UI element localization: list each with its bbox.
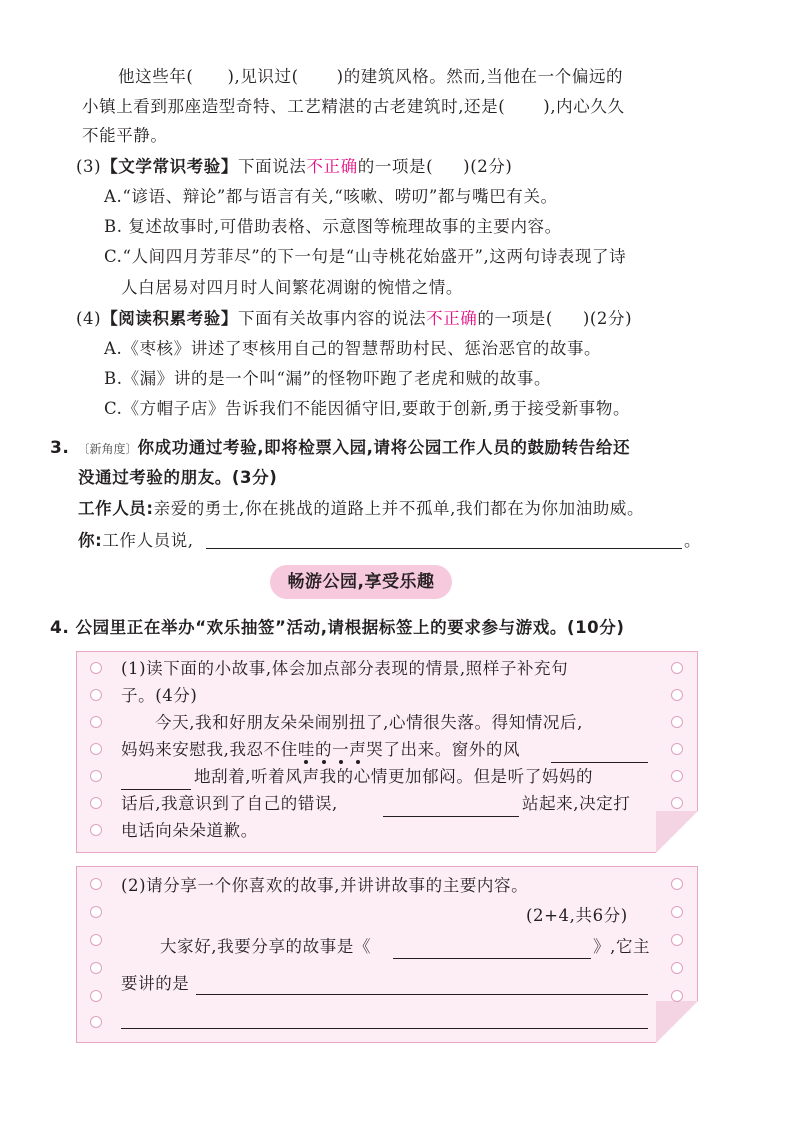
item3-option-c-line2: 人白居易对四月时人间繁花凋谢的惋惜之情。: [121, 278, 463, 297]
summary-blank-2[interactable]: [121, 1028, 648, 1029]
q2-line-3: 不能平静。: [82, 126, 168, 145]
card1-blank-2[interactable]: [383, 816, 519, 817]
card1-line7: 电话向朵朵道歉。: [121, 821, 258, 840]
hole-ring: [671, 770, 683, 782]
hole-ring: [671, 962, 683, 974]
q3-period: 。: [684, 531, 702, 550]
q3-stem-line2: 没通过考验的朋友。(3分): [78, 468, 278, 487]
card2-line3a: 大家好,我要分享的故事是《: [160, 937, 372, 956]
card2-line4: 要讲的是: [121, 974, 190, 993]
hole-ring: [90, 878, 102, 890]
card2-line3b: 》,它主: [593, 937, 651, 956]
hole-ring: [90, 962, 102, 974]
card1-line1: (1)读下面的小故事,体会加点部分表现的情景,照样子补充句: [121, 659, 569, 678]
card2-score: (2+4,共6分): [526, 906, 628, 925]
card1-line4: 妈妈来安慰我,我忍不住哇的一声哭了出来。窗外的风: [121, 740, 521, 759]
hole-ring: [90, 824, 102, 836]
q4-stem: 4. 公园里正在举办“欢乐抽签”活动,请根据标签上的要求参与游戏。(10分): [50, 618, 625, 638]
hole-ring: [90, 689, 102, 701]
hole-ring: [90, 934, 102, 946]
card1-blank-1b[interactable]: [121, 789, 191, 790]
item3-option-b: B. 复述故事时,可借助表格、示意图等梳理故事的主要内容。: [104, 217, 562, 236]
card1-line2: 子。(4分): [121, 686, 198, 705]
hole-ring: [90, 797, 102, 809]
item4-option-a: A.《枣核》讲述了枣核用自己的智慧帮助村民、惩治恶官的故事。: [104, 339, 602, 358]
hole-ring: [671, 743, 683, 755]
card1-line6a: 话后,我意识到了自己的错误,: [121, 794, 338, 813]
hole-ring: [90, 743, 102, 755]
hole-ring: [90, 770, 102, 782]
hole-ring: [671, 990, 683, 1002]
card1-line3: 今天,我和好朋友朵朵闹别扭了,心情很失落。得知情况后,: [155, 713, 583, 732]
hole-ring: [671, 934, 683, 946]
card2-line1: (2)请分享一个你喜欢的故事,并讲讲故事的主要内容。: [121, 876, 529, 895]
q3-you-line: 你:工作人员说,: [78, 531, 194, 550]
item3-stem: (3)【文学常识考验】下面说法不正确的一项是( )(2分): [76, 157, 513, 176]
item4-option-c: C.《方帽子店》告诉我们不能因循守旧,要敢于创新,勇于接受新事物。: [104, 399, 631, 418]
card1-line6b: 站起来,决定打: [522, 794, 631, 813]
new-angle-tag: 〔新角度〕: [77, 442, 138, 456]
summary-blank-1[interactable]: [196, 994, 648, 995]
q2-line-2: 小镇上看到那座造型奇特、工艺精湛的古老建筑时,还是( ),内心久久: [82, 97, 625, 116]
q3-stem-line1: 3. 〔新角度〕你成功通过考验,即将检票入园,请将公园工作人员的鼓励转告给还: [50, 438, 631, 458]
q2-line-1: 他这些年( ),见识过( )的建筑风格。然而,当他在一个偏远的: [118, 67, 624, 86]
hole-ring: [90, 1016, 102, 1028]
hole-ring: [90, 906, 102, 918]
hole-ring: [671, 878, 683, 890]
q3-answer-blank[interactable]: [206, 548, 682, 549]
dotted-char: 声: [349, 740, 367, 759]
dotted-char: 哇: [297, 740, 315, 759]
q3-staff-line: 工作人员:亲爱的勇士,你在挑战的道路上并不孤单,我们都在为你加油助威。: [78, 499, 645, 518]
hole-ring: [671, 797, 683, 809]
dotted-char: 的: [314, 740, 333, 759]
item4-option-b: B.《漏》讲的是一个叫“漏”的怪物吓跑了老虎和贼的故事。: [104, 369, 552, 388]
hole-ring: [671, 906, 683, 918]
emphasis-text: 不正确: [306, 157, 358, 176]
hole-ring: [90, 990, 102, 1002]
hole-ring: [671, 716, 683, 728]
dotted-char: 一: [332, 740, 350, 759]
story-title-blank[interactable]: [393, 958, 591, 959]
item3-option-a: A.“谚语、辩论”都与语言有关,“咳嗽、唠叨”都与嘴巴有关。: [104, 187, 558, 206]
item4-stem: (4)【阅读积累考验】下面有关故事内容的说法不正确的一项是( )(2分): [76, 309, 633, 328]
hole-ring: [90, 716, 102, 728]
hole-ring: [90, 662, 102, 674]
section-banner: 畅游公园,享受乐趣: [270, 565, 452, 599]
hole-ring: [671, 689, 683, 701]
card1-blank-1a[interactable]: [551, 762, 648, 763]
emphasis-text: 不正确: [426, 309, 478, 328]
card1-line5: 地刮着,听着风声我的心情更加郁闷。但是听了妈妈的: [194, 767, 594, 786]
hole-ring: [671, 662, 683, 674]
item3-option-c-line1: C.“人间四月芳菲尽”的下一句是“山寺桃花始盛开”,这两句诗表现了诗: [104, 247, 627, 266]
